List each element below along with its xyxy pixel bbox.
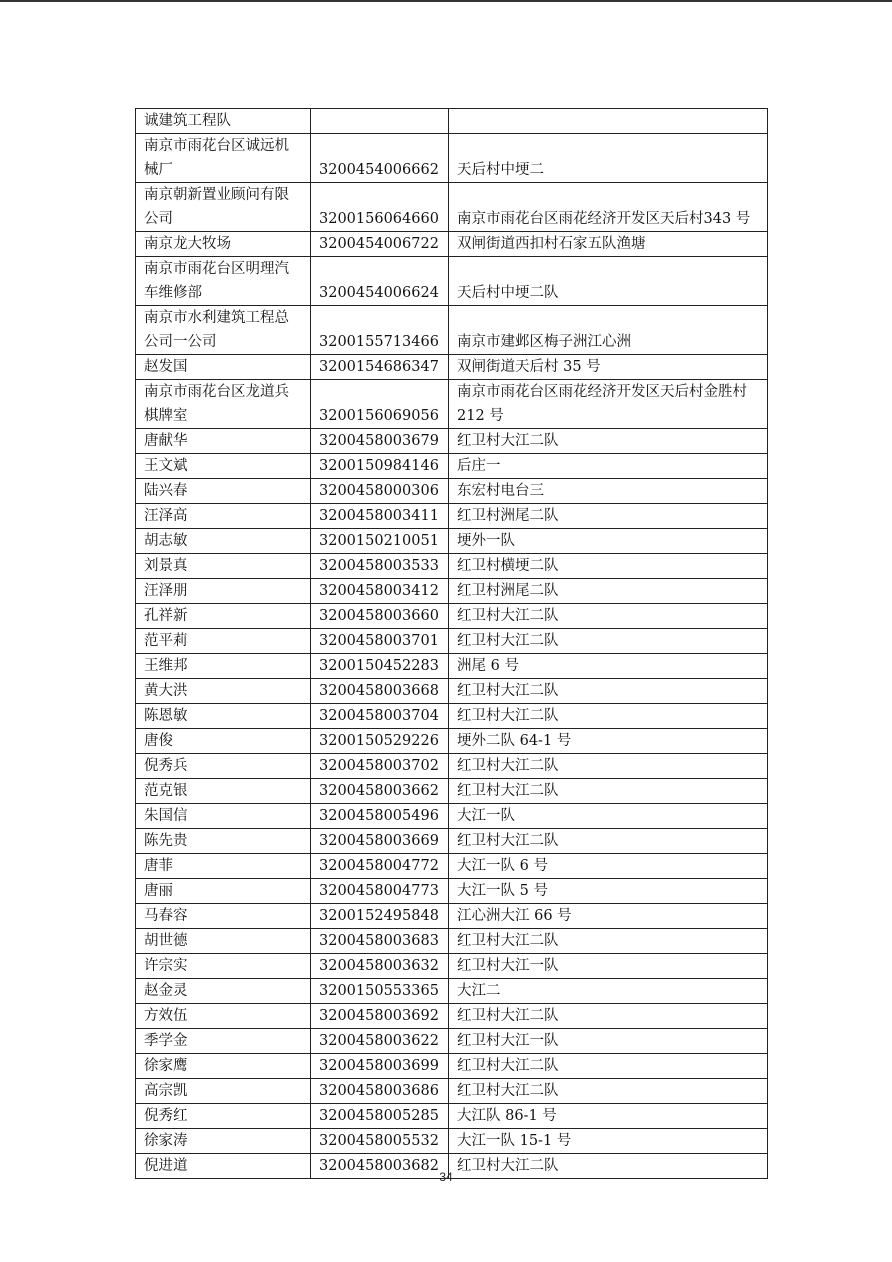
table-row [136, 629, 768, 654]
name-cell: 南京市水利建筑工程总公司一公司 [136, 306, 311, 355]
table-row [136, 183, 768, 232]
code-cell: 3200454006662 [311, 134, 449, 183]
name-cell: 赵发国 [136, 355, 311, 380]
address-cell: 后庄一 [449, 454, 768, 479]
name-cell: 诚建筑工程队 [136, 109, 311, 134]
address-cell: 大江队 86-1 号 [449, 1104, 768, 1129]
name-cell: 倪进道 [136, 1154, 311, 1179]
address-cell: 埂外二队 64-1 号 [449, 729, 768, 754]
name-cell: 徐家涛 [136, 1129, 311, 1154]
code-cell: 3200458003699 [311, 1054, 449, 1079]
table-row [136, 854, 768, 879]
table-row [136, 554, 768, 579]
name-cell: 汪泽朋 [136, 579, 311, 604]
address-cell [449, 109, 768, 134]
table-row [136, 979, 768, 1004]
address-cell: 红卫村大江二队 [449, 1154, 768, 1179]
code-cell: 3200458003686 [311, 1079, 449, 1104]
code-cell: 3200458000306 [311, 479, 449, 504]
table-row [136, 829, 768, 854]
address-cell: 大江一队 15-1 号 [449, 1129, 768, 1154]
name-cell: 汪泽高 [136, 504, 311, 529]
address-cell: 双闸街道西扣村石家五队渔塘 [449, 232, 768, 257]
name-cell: 南京市雨花台区明理汽车维修部 [136, 257, 311, 306]
table-row [136, 355, 768, 380]
table-row [136, 804, 768, 829]
name-cell: 黄大洪 [136, 679, 311, 704]
address-cell: 江心洲大江 66 号 [449, 904, 768, 929]
address-cell: 埂外一队 [449, 529, 768, 554]
name-cell: 马春容 [136, 904, 311, 929]
table-row [136, 1004, 768, 1029]
name-cell: 唐献华 [136, 429, 311, 454]
code-cell: 3200458003662 [311, 779, 449, 804]
name-cell: 唐丽 [136, 879, 311, 904]
address-cell: 红卫村大江二队 [449, 679, 768, 704]
name-cell: 许宗实 [136, 954, 311, 979]
code-cell: 3200150553365 [311, 979, 449, 1004]
table-row [136, 454, 768, 479]
table-row [136, 1104, 768, 1129]
code-cell: 3200458003622 [311, 1029, 449, 1054]
table-row [136, 479, 768, 504]
code-cell: 3200458003411 [311, 504, 449, 529]
table-row [136, 604, 768, 629]
address-cell: 大江二 [449, 979, 768, 1004]
table-row [136, 1029, 768, 1054]
table-row [136, 1054, 768, 1079]
table-row [136, 779, 768, 804]
address-cell: 红卫村大江二队 [449, 929, 768, 954]
code-cell: 3200150452283 [311, 654, 449, 679]
name-cell: 唐俊 [136, 729, 311, 754]
address-cell: 红卫村大江二队 [449, 704, 768, 729]
code-cell: 3200458003702 [311, 754, 449, 779]
address-cell: 红卫村大江二队 [449, 754, 768, 779]
code-cell: 3200458003668 [311, 679, 449, 704]
name-cell: 赵金灵 [136, 979, 311, 1004]
name-cell: 南京朝新置业顾问有限公司 [136, 183, 311, 232]
address-cell: 红卫村大江一队 [449, 954, 768, 979]
name-cell: 南京龙大牧场 [136, 232, 311, 257]
code-cell: 3200454006624 [311, 257, 449, 306]
address-cell: 红卫村洲尾二队 [449, 504, 768, 529]
table-row [136, 754, 768, 779]
address-cell: 南京市建邺区梅子洲江心洲 [449, 306, 768, 355]
table-row [136, 579, 768, 604]
table-row [136, 529, 768, 554]
page-top-border [0, 0, 892, 2]
address-cell: 红卫村大江一队 [449, 1029, 768, 1054]
table-row [136, 134, 768, 183]
address-cell: 红卫村大江二队 [449, 1054, 768, 1079]
table-row [136, 879, 768, 904]
table-row [136, 306, 768, 355]
code-cell: 3200155713466 [311, 306, 449, 355]
page-number: 34 [439, 1170, 453, 1184]
code-cell: 3200458003660 [311, 604, 449, 629]
code-cell: 3200458003682 [311, 1154, 449, 1179]
address-cell: 红卫村大江二队 [449, 779, 768, 804]
name-cell: 王维邦 [136, 654, 311, 679]
table-row [136, 654, 768, 679]
code-cell: 3200458003412 [311, 579, 449, 604]
code-cell: 3200458004773 [311, 879, 449, 904]
code-cell: 3200458003533 [311, 554, 449, 579]
address-cell: 红卫村大江二队 [449, 1004, 768, 1029]
code-cell: 3200458004772 [311, 854, 449, 879]
code-cell: 3200154686347 [311, 355, 449, 380]
name-cell: 陆兴春 [136, 479, 311, 504]
address-cell: 洲尾 6 号 [449, 654, 768, 679]
code-cell: 3200150529226 [311, 729, 449, 754]
name-cell: 唐菲 [136, 854, 311, 879]
code-cell: 3200152495848 [311, 904, 449, 929]
table-row [136, 729, 768, 754]
name-cell: 高宗凯 [136, 1079, 311, 1104]
name-cell: 倪秀兵 [136, 754, 311, 779]
name-cell: 范平莉 [136, 629, 311, 654]
code-cell: 3200150210051 [311, 529, 449, 554]
records-table-body [136, 109, 768, 1179]
table-row [136, 504, 768, 529]
address-cell: 东宏村电台三 [449, 479, 768, 504]
table-row [136, 429, 768, 454]
table-row [136, 954, 768, 979]
table-row [136, 257, 768, 306]
name-cell: 方效伍 [136, 1004, 311, 1029]
code-cell: 3200454006722 [311, 232, 449, 257]
code-cell: 3200458005496 [311, 804, 449, 829]
table-row [136, 929, 768, 954]
address-cell: 双闸街道天后村 35 号 [449, 355, 768, 380]
code-cell [311, 109, 449, 134]
name-cell: 王文斌 [136, 454, 311, 479]
name-cell: 孔祥新 [136, 604, 311, 629]
address-cell: 红卫村横埂二队 [449, 554, 768, 579]
name-cell: 朱国信 [136, 804, 311, 829]
code-cell: 3200458003679 [311, 429, 449, 454]
name-cell: 南京市雨花台区诚远机械厂 [136, 134, 311, 183]
name-cell: 刘景真 [136, 554, 311, 579]
name-cell: 陈先贵 [136, 829, 311, 854]
code-cell: 3200458005532 [311, 1129, 449, 1154]
address-cell: 天后村中埂二队 [449, 257, 768, 306]
records-table [135, 108, 768, 1179]
table-row [136, 704, 768, 729]
address-cell: 红卫村大江二队 [449, 629, 768, 654]
table-row [136, 1129, 768, 1154]
table-row [136, 109, 768, 134]
table-row [136, 904, 768, 929]
name-cell: 范克银 [136, 779, 311, 804]
address-cell: 南京市雨花台区雨花经济开发区天后村金胜村 212 号 [449, 380, 768, 429]
code-cell: 3200458003669 [311, 829, 449, 854]
table-row [136, 1079, 768, 1104]
code-cell: 3200150984146 [311, 454, 449, 479]
name-cell: 胡志敏 [136, 529, 311, 554]
code-cell: 3200458003692 [311, 1004, 449, 1029]
name-cell: 胡世德 [136, 929, 311, 954]
table-row [136, 232, 768, 257]
address-cell: 天后村中埂二 [449, 134, 768, 183]
address-cell: 红卫村大江二队 [449, 429, 768, 454]
address-cell: 大江一队 5 号 [449, 879, 768, 904]
table-row [136, 679, 768, 704]
address-cell: 红卫村洲尾二队 [449, 579, 768, 604]
name-cell: 徐家鹰 [136, 1054, 311, 1079]
table-row [136, 380, 768, 429]
name-cell: 陈恩敏 [136, 704, 311, 729]
code-cell: 3200458005285 [311, 1104, 449, 1129]
address-cell: 南京市雨花台区雨花经济开发区天后村343 号 [449, 183, 768, 232]
address-cell: 红卫村大江二队 [449, 829, 768, 854]
address-cell: 大江一队 [449, 804, 768, 829]
code-cell: 3200458003683 [311, 929, 449, 954]
address-cell: 大江一队 6 号 [449, 854, 768, 879]
address-cell: 红卫村大江二队 [449, 1079, 768, 1104]
code-cell: 3200458003701 [311, 629, 449, 654]
address-cell: 红卫村大江二队 [449, 604, 768, 629]
name-cell: 季学金 [136, 1029, 311, 1054]
name-cell: 倪秀红 [136, 1104, 311, 1129]
code-cell: 3200458003704 [311, 704, 449, 729]
code-cell: 3200156069056 [311, 380, 449, 429]
code-cell: 3200458003632 [311, 954, 449, 979]
name-cell: 南京市雨花台区龙道兵棋牌室 [136, 380, 311, 429]
code-cell: 3200156064660 [311, 183, 449, 232]
